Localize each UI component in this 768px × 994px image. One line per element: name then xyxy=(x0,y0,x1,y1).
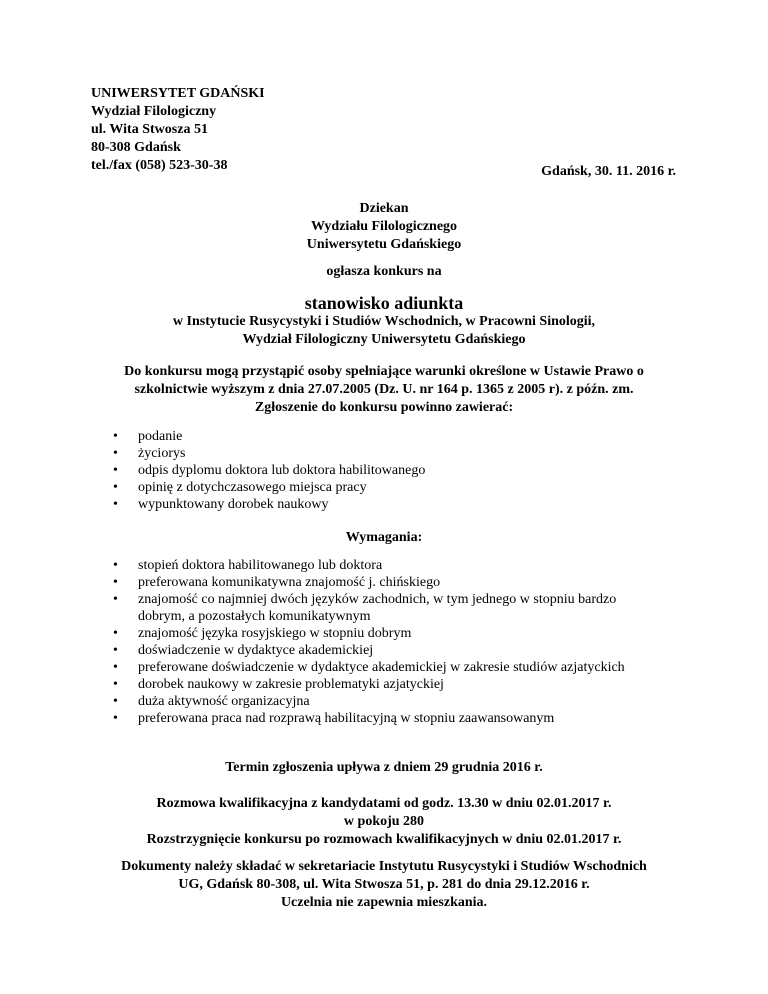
bullet-icon: • xyxy=(113,660,118,675)
sender-faculty: Wydział Filologiczny xyxy=(91,104,217,119)
eligibility-block xyxy=(0,363,768,417)
bullet-icon: • xyxy=(113,463,118,478)
list-item: • wypunktowany dorobek naukowy xyxy=(113,497,329,512)
eligibility-line-2: szkolnictwie wyższym z dnia 27.07.2005 (Dz. U. nr 164 p. 1365 z 2005 r). z późn. zm. xyxy=(134,382,634,397)
authority-block xyxy=(0,200,768,254)
list-item: • doświadczenie w dydaktyce akademickiej xyxy=(113,643,374,658)
requirements-heading: Wymagania: xyxy=(345,530,423,545)
sender-university: UNIWERSYTET GDAŃSKI xyxy=(91,86,265,101)
deadline-text: Termin zgłoszenia upływa z dniem 29 grudnia 2016 r. xyxy=(225,760,543,775)
list-item: • życiorys xyxy=(113,446,186,461)
list-item: • znajomość języka rosyjskiego w stopniu dobrym xyxy=(113,626,412,641)
unit-block xyxy=(0,313,768,349)
position-title: stanowisko adiunkta xyxy=(304,293,464,313)
eligibility-line-3: Zgłoszenie do konkursu powinno zawierać: xyxy=(254,400,514,415)
bullet-icon: • xyxy=(113,643,118,658)
interview-line-3: Rozstrzygnięcie konkursu po rozmowach kwalifikacyjnych w dniu 02.01.2017 r. xyxy=(146,832,622,847)
interview-line-1: Rozmowa kwalifikacyjna z kandydatami od godz. 13.30 w dniu 02.01.2017 r. xyxy=(156,796,612,811)
authority-university: Uniwersytetu Gdańskiego xyxy=(306,237,462,252)
requirements-list xyxy=(113,557,673,727)
bullet-icon: • xyxy=(113,711,118,726)
announcement-line: ogłasza konkurs na xyxy=(326,264,442,279)
submission-line-2: UG, Gdańsk 80-308, ul. Wita Stwosza 51, p. 281 do dnia 29.12.2016 r. xyxy=(178,877,590,892)
submission-line-3: Uczelnia nie zapewnia mieszkania. xyxy=(280,895,488,910)
document-date: Gdańsk, 30. 11. 2016 r. xyxy=(541,164,676,179)
sender-block xyxy=(91,85,265,175)
interview-block xyxy=(0,795,768,849)
bullet-icon: • xyxy=(113,575,118,590)
submission-line-1: Dokumenty należy składać w sekretariacie Instytutu Rusycystyki i Studiów Wschodnich xyxy=(121,859,647,874)
list-item: • dorobek naukowy w zakresie problematyki azjatyckiej xyxy=(113,677,444,692)
list-item: • odpis dyplomu doktora lub doktora habilitowanego xyxy=(113,463,426,478)
bullet-icon: • xyxy=(113,558,118,573)
list-item: • preferowane doświadczenie w dydaktyce akademickiej w zakresie studiów azjatyckich xyxy=(113,660,625,675)
list-item: • preferowana komunikatywna znajomość j. chińskiego xyxy=(113,575,441,590)
sender-phone: tel./fax (058) 523-30-38 xyxy=(91,158,228,173)
list-item: • opinię z dotychczasowego miejsca pracy xyxy=(113,480,367,495)
unit-line-1: w Instytucie Rusycystyki i Studiów Wschodnich, w Pracowni Sinologii, xyxy=(172,314,596,329)
bullet-icon: • xyxy=(113,694,118,709)
eligibility-line-1: Do konkursu mogą przystąpić osoby spełniające warunki określone w Ustawie Prawo o xyxy=(124,364,644,379)
bullet-icon: • xyxy=(113,626,118,641)
bullet-icon: • xyxy=(113,446,118,461)
bullet-icon: • xyxy=(113,677,118,692)
bullet-icon: • xyxy=(113,497,118,512)
sender-street: ul. Wita Stwosza 51 xyxy=(91,122,208,137)
sender-city: 80-308 Gdańsk xyxy=(91,140,181,155)
authority-title: Dziekan xyxy=(359,201,409,216)
bullet-icon: • xyxy=(113,592,118,607)
list-item: • duża aktywność organizacyjna xyxy=(113,694,310,709)
list-item: • preferowana praca nad rozprawą habilitacyjną w stopniu zaawansowanym xyxy=(113,711,555,726)
list-item: • znajomość co najmniej dwóch języków zachodnich, w tym jednego w stopniu bardzo dobrym, a pozostałych komunikatywnym xyxy=(113,592,617,624)
list-item: • stopień doktora habilitowanego lub doktora xyxy=(113,558,383,573)
submission-block xyxy=(0,858,768,912)
bullet-icon: • xyxy=(113,429,118,444)
documents-list xyxy=(113,428,425,513)
authority-faculty: Wydziału Filologicznego xyxy=(310,219,458,234)
unit-line-2: Wydział Filologiczny Uniwersytetu Gdańskiego xyxy=(242,332,526,347)
bullet-icon: • xyxy=(113,480,118,495)
interview-line-2: w pokoju 280 xyxy=(343,814,425,829)
list-item: • podanie xyxy=(113,429,183,444)
